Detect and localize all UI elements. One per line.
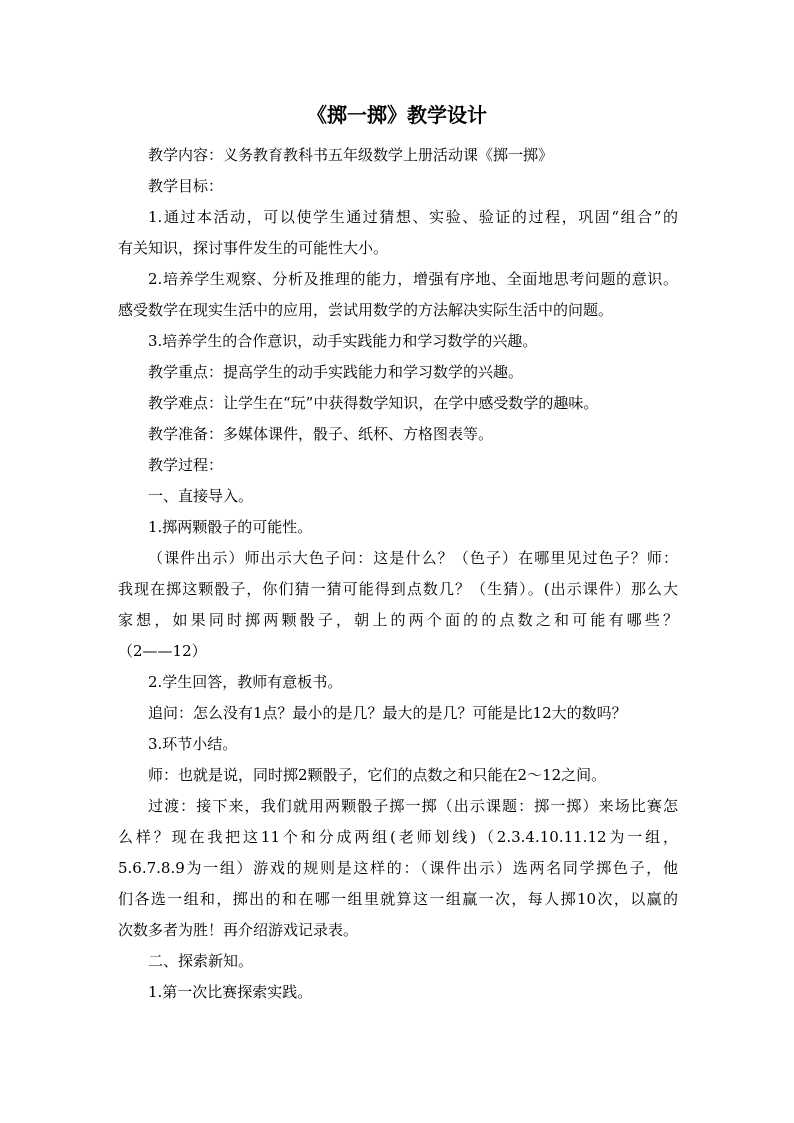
document-title: 《掷一掷》教学设计 <box>307 103 487 127</box>
document-body <box>118 140 678 1008</box>
paragraph-line: 1.掷两颗骰子的可能性。 <box>148 518 313 536</box>
paragraph-line: 么样？现在我把这11个和分成两组(老师划线)（2.3.4.10.11.12为一组， <box>118 828 678 846</box>
paragraph-line: 1.第一次比赛探索实践。 <box>148 983 313 1001</box>
paragraph-line: 我现在掷这颗骰子，你们猜一猜可能得到点数几？（生猜）。(出示课件）那么大 <box>118 580 678 598</box>
paragraph-line: 二、探索新知。 <box>148 952 254 970</box>
paragraph-line: 家想，如果同时掷两颗骰子，朝上的两个面的的点数之和可能有哪些？ <box>118 611 678 629</box>
paragraph-line: 1.通过本活动，可以使学生通过猜想、实验、验证的过程，巩固“组合”的 <box>148 208 678 226</box>
paragraph-line: 们各选一组和，掷出的和在哪一组里就算这一组赢一次，每人掷10次，以赢的 <box>118 890 678 908</box>
paragraph-line: 有关知识，探讨事件发生的可能性大小。 <box>118 239 389 257</box>
paragraph-line: 次数多者为胜！再介绍游戏记录表。 <box>118 921 359 939</box>
paragraph-line: 3.培养学生的合作意识，动手实践能力和学习数学的兴趣。 <box>148 332 538 350</box>
paragraph-line: 教学目标： <box>148 177 224 195</box>
paragraph-line: 教学过程： <box>148 456 224 474</box>
paragraph-line: 5.6.7.8.9为一组）游戏的规则是这样的：（课件出示）选两名同学掷色子，他 <box>118 859 678 877</box>
paragraph-line: 一、直接导入。 <box>148 487 254 505</box>
paragraph-line: 教学内容：义务教育教科书五年级数学上册活动课《掷一掷》 <box>148 146 554 164</box>
paragraph-line: 3.环节小结。 <box>148 735 238 753</box>
paragraph-line: 感受数学在现实生活中的应用，尝试用数学的方法解决实际生活中的问题。 <box>118 301 614 319</box>
paragraph-line: 2.学生回答，教师有意板书。 <box>148 673 343 691</box>
paragraph-line: （2——12） <box>118 642 207 660</box>
paragraph-line: （课件出示）师出示大色子问：这是什么？（色子）在哪里见过色子？师： <box>148 549 678 567</box>
paragraph-line: 过渡：接下来，我们就用两颗骰子掷一掷（出示课题：掷一掷）来场比赛怎 <box>148 797 678 815</box>
paragraph-line: 教学难点：让学生在“玩”中获得数学知识，在学中感受数学的趣味。 <box>148 394 599 412</box>
paragraph-line: 教学准备：多媒体课件，骰子、纸杯、方格图表等。 <box>148 425 494 443</box>
paragraph-line: 追问：怎么没有1点？最小的是几？最大的是几？可能是比12大的数吗？ <box>148 704 627 722</box>
paragraph-line: 教学重点：提高学生的动手实践能力和学习数学的兴趣。 <box>148 363 524 381</box>
paragraph-line: 2.培养学生观察、分析及推理的能力，增强有序地、全面地思考问题的意识。 <box>148 270 678 288</box>
paragraph-line: 师：也就是说，同时掷2颗骰子，它们的点数之和只能在2～12之间。 <box>148 766 607 784</box>
